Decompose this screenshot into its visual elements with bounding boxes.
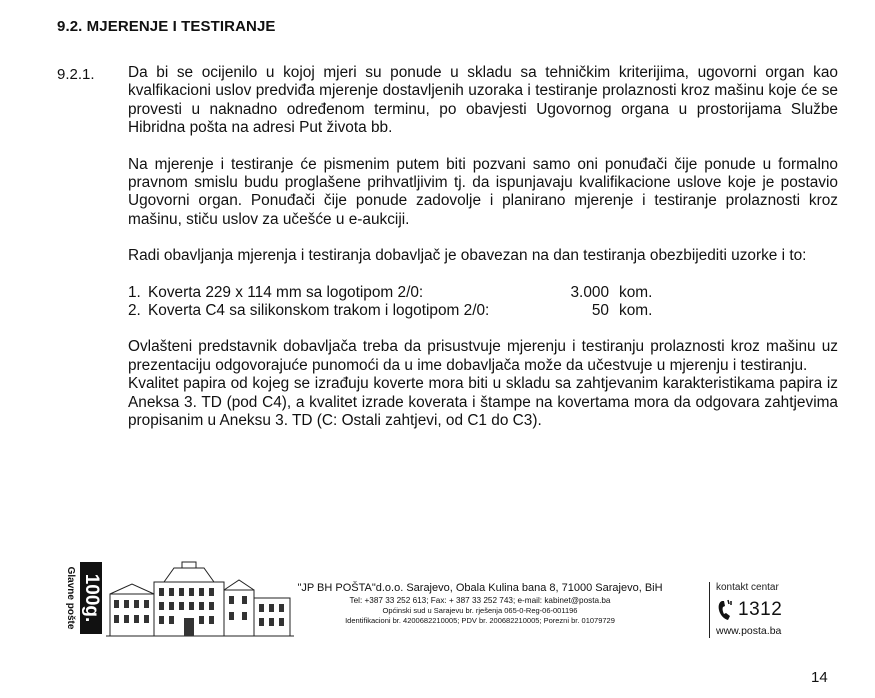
- stamp-label-strip: [60, 562, 80, 634]
- list-item: [128, 302, 838, 320]
- sample-list: [128, 284, 838, 321]
- company-info: [260, 582, 700, 626]
- list-item: [128, 284, 838, 302]
- company-contacts: Tel: +387 33 252 613; Fax: + 387 33 252 743; e-mail: kabinet@posta.ba: [349, 596, 611, 605]
- paragraph-3: Radi obavljanja mjerenja i testiranja dobavljač je obavezan na dan testiranja obezbijediti uzorke i to:: [128, 247, 807, 265]
- website-link[interactable]: www.posta.ba: [716, 625, 782, 637]
- item-number: 2.: [128, 302, 141, 320]
- subsection-number: 9.2.1.: [57, 66, 95, 83]
- paragraph-1: Da bi se ocijenilo u kojoj mjeri su ponude u skladu sa tehničkim kriterijima, ugovorni organ kao kvalfikacioni uslov predviđa mjerenje dostavljenih uzoraka i testiranje prolaznosti kroz mašinu koje će se provesti u naknadno određenom terminu, po obavjesti Ugovornog organa u prostorijama Službe Hibridna pošta na adresi Put života bb.: [128, 64, 838, 137]
- item-quantity: 3.000: [570, 283, 609, 301]
- page-number: 14: [811, 669, 828, 686]
- stamp-badge: [80, 562, 102, 634]
- contact-center: [716, 582, 836, 637]
- item-quantity: 50: [591, 302, 609, 320]
- contact-center-label: kontakt centar: [716, 582, 779, 593]
- item-number: 1.: [128, 283, 141, 301]
- stamp-label: Glavne pošte: [65, 566, 76, 630]
- company-tax-ids: Identifikacioni br. 4200682210005; PDV br. 200682210005; Porezni br. 01079729: [345, 616, 615, 625]
- paragraph-5: Kvalitet papira od kojeg se izrađuju koverte mora biti u skladu sa zahtjevanim karakteristikama papira iz Aneksa 3. TD (pod C4), a kvalitet izrade koverata i štampe na kovertama mora da odgovara zahtjevima propisanim u Aneksu 3. TD (C: Ostali zahtjevi, od C1 do C3).: [128, 375, 838, 430]
- item-text: Koverta C4 sa silikonskom trakom i logotipom 2/0:: [148, 302, 490, 320]
- phone-handset-icon: [716, 598, 736, 622]
- company-registration: Općinski sud u Sarajevu br. rješenja 065-0-Reg-06-001196: [382, 606, 578, 615]
- company-address: "JP BH POŠTA"d.o.o. Sarajevo, Obala Kulina bana 8, 71000 Sarajevo, BiH: [297, 582, 663, 594]
- paragraph-2: Na mjerenje i testiranje će pismenim putem biti pozvani samo oni ponuđači čije ponude u formalno pravnom smislu budu proglašene prihvatljivim tj. da ispunjavaju kvalifikacione uslove koje je postavio Ugovorni organ. Ponuđači čije ponude zadovolje i planirano mjerenje i testiranje prolaznosti kroz mašinu, stiču uslov za učešće u e-aukciji.: [128, 155, 838, 228]
- stamp-number: 100g.: [81, 573, 102, 623]
- contact-center-phone: [716, 597, 836, 623]
- section-title: 9.2. MJERENJE I TESTIRANJE: [57, 18, 276, 35]
- contact-center-number: 1312: [738, 599, 783, 620]
- item-text: Koverta 229 x 114 mm sa logotipom 2/0:: [148, 283, 424, 301]
- footer-divider: [709, 582, 710, 638]
- body-text: [128, 64, 838, 431]
- paragraph-4: Ovlašteni predstavnik dobavljača treba da prisustvuje mjerenju i testiranju prolaznosti kroz mašinu uz prezentaciju odgovorajuće punomoći da u ime dobavljača može da učestvuje u mjerenju i testiranju.: [128, 338, 838, 374]
- page-footer: [60, 560, 840, 640]
- item-unit: kom.: [619, 302, 653, 320]
- item-unit: kom.: [619, 283, 653, 301]
